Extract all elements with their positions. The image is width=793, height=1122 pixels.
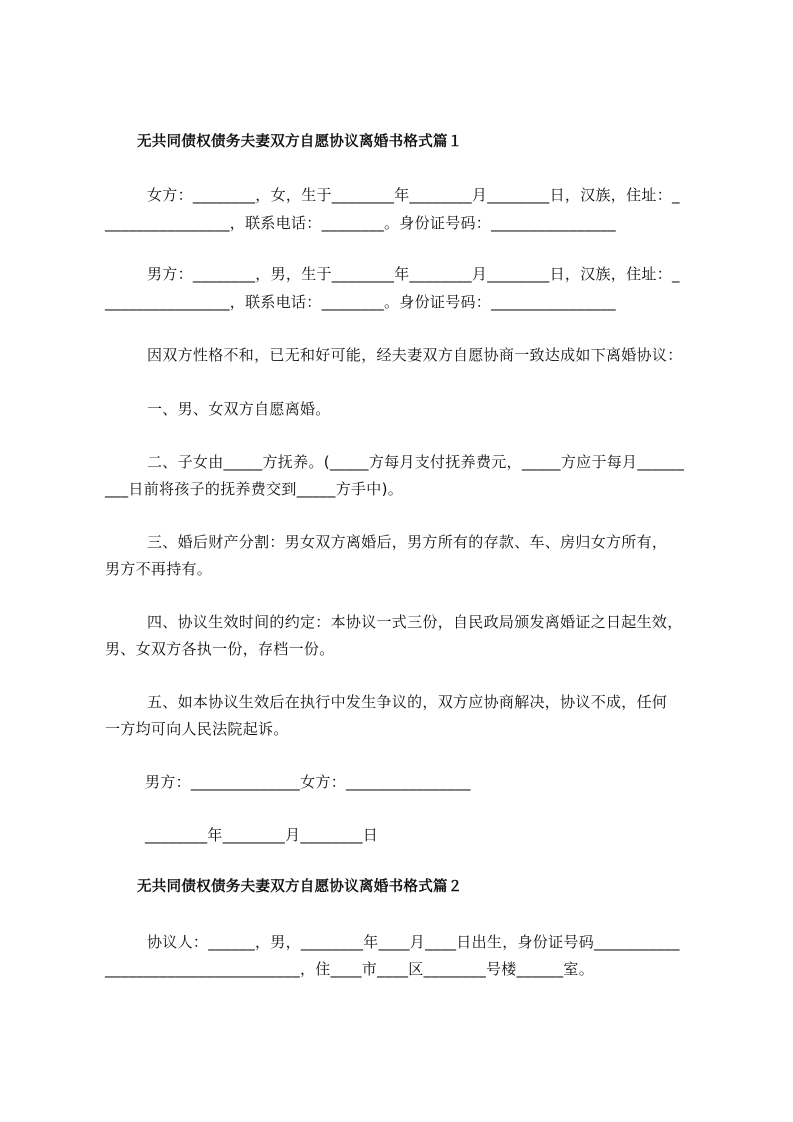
date-line: ________年________月________日 bbox=[145, 826, 379, 844]
agreement-party-line-2: _________________________，住____市____区________号楼______室。 bbox=[105, 960, 595, 978]
female-info-line-1: 女方：________，女，生于________年________月________日，汉族，住址：_ bbox=[147, 186, 680, 204]
male-info-line-1: 男方：________，男，生于________年________月________日，汉族，住址：_ bbox=[147, 265, 680, 283]
clause-1: 一、男、女双方自愿离婚。 bbox=[147, 400, 331, 418]
section-title-1: 无共同债权债务夫妻双方自愿协议离婚书格式篇１ bbox=[137, 134, 463, 150]
male-info-line-2: ________________，联系电话：________。身份证号码：________________ bbox=[105, 293, 616, 311]
clause-3-line-2: 男方不再持有。 bbox=[105, 560, 213, 578]
section-title-2: 无共同债权债务夫妻双方自愿协议离婚书格式篇２ bbox=[137, 879, 463, 895]
clause-3-line-1: 三、婚后财产分割：男女双方离婚后，男方所有的存款、车、房归女方所有， bbox=[147, 533, 668, 551]
clause-2-line-1: 二、子女由_____方抚养。(_____方每月支付抚养费元，_____方应于每月______ bbox=[147, 453, 685, 471]
signature-line: 男方：______________女方：________________ bbox=[145, 773, 471, 791]
intro-paragraph: 因双方性格不和，已无和好可能，经夫妻双方自愿协商一致达成如下离婚协议： bbox=[147, 346, 683, 364]
female-info-line-2: ________________，联系电话：________。身份证号码：________________ bbox=[105, 214, 616, 232]
clause-5-line-1: 五、如本协议生效后在执行中发生争议的，双方应协商解决，协议不成，任何 bbox=[147, 693, 668, 711]
clause-5-line-2: 一方均可向人民法院起诉。 bbox=[105, 720, 289, 738]
clause-4-line-2: 男、女双方各执一份，存档一份。 bbox=[105, 640, 335, 658]
clause-2-line-2: ___日前将孩子的抚养费交到_____方手中)。 bbox=[105, 480, 404, 498]
agreement-party-line-1: 协议人：______，男，________年____月____日出生，身份证号码___________ bbox=[147, 933, 680, 951]
clause-4-line-1: 四、协议生效时间的约定：本协议一式三份，自民政局颁发离婚证之日起生效， bbox=[147, 613, 683, 631]
